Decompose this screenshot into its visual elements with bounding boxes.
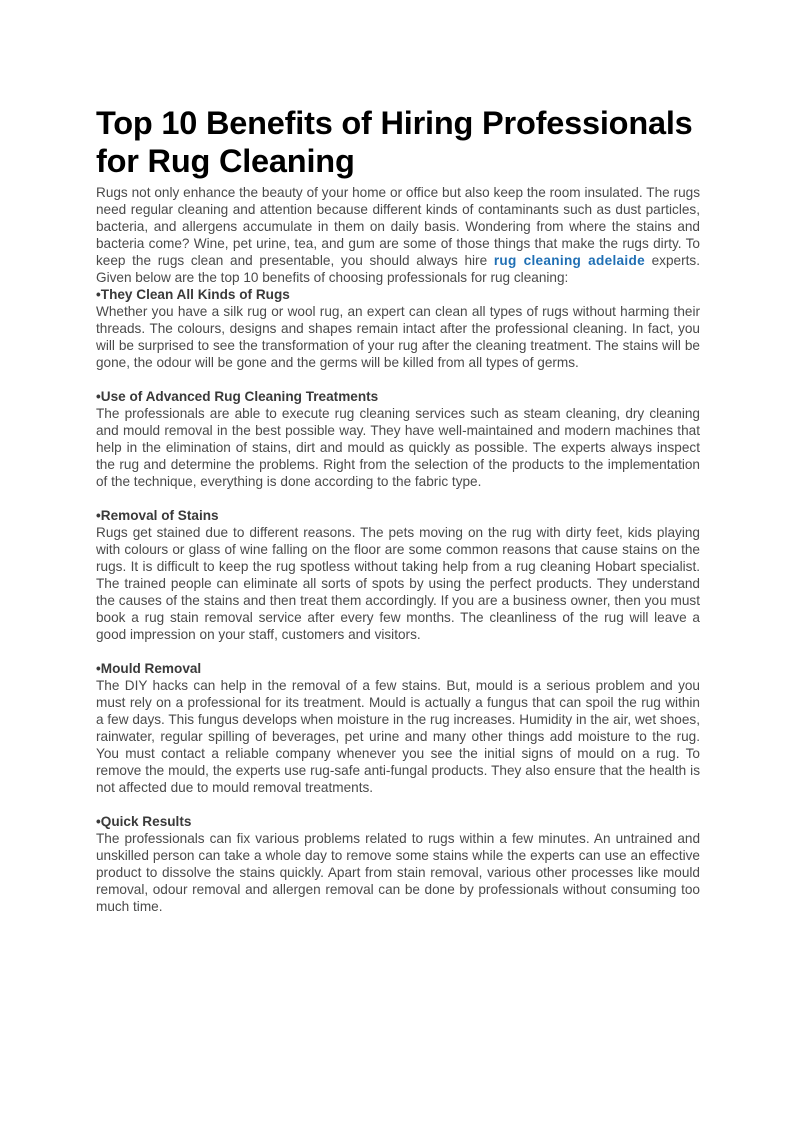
intro-text-after-link: experts. Given below are the top 10 benefits of choosing professionals for rug cleaning: [96,253,700,285]
section-title-clean-all-rugs: •They Clean All Kinds of Rugs [96,287,290,302]
section-title-removal-of-stains: •Removal of Stains [96,508,219,523]
section-body-removal-of-stains: Rugs get stained due to different reasons. The pets moving on the rug with dirty feet, kids playing with colours or glass of wine falling on the floor are some common reasons that cause stains on the rugs. It is difficult to keep the rug spotless without taking help from a rug cleaning Hobart specialist. The trained people can eliminate all sorts of spots by using the perfect products. They understand the causes of the stains and then treat them accordingly. If you are a business owner, then you must book a rug stain removal service after every few months. The cleanliness of the rug will leave a good impression on your staff, customers and visitors. [96,525,700,642]
section-title-mould-removal: •Mould Removal [96,661,202,676]
section-title-advanced-treatments: •Use of Advanced Rug Cleaning Treatments [96,389,379,404]
paragraph-spacer [96,643,700,660]
paragraph-spacer [96,796,700,813]
rug-cleaning-adelaide-link[interactable]: rug cleaning adelaide [493,253,645,268]
section-body-advanced-treatments: The professionals are able to execute rug cleaning services such as steam cleaning, dry cleaning and mould removal in the best possible way. They have well-maintained and modern machines that help in the elimination of stains, dirt and mould as quickly as possible. The experts always inspect the rug and determine the problems. Right from the selection of the products to the implementation of the technique, everything is done according to the fabric type. [96,406,700,489]
section-body-mould-removal: The DIY hacks can help in the removal of a few stains. But, mould is a serious problem and you must rely on a professional for its treatment. Mould is actually a fungus that can spoil the rug within a few days. This fungus develops when moisture in the rug increases. Humidity in the air, wet shoes, rainwater, regular spilling of beverages, pet urine and many other things add moisture to the rug. You must contact a reliable company whenever you see the initial signs of mould on a rug. To remove the mould, the experts use rug-safe anti-fungal products. They also ensure that the health is not affected due to mould removal treatments. [96,678,700,795]
document-page [96,104,700,915]
paragraph-spacer [96,490,700,507]
intro-paragraph [96,184,700,286]
section-body-clean-all-rugs: Whether you have a silk rug or wool rug, an expert can clean all types of rugs without harming their threads. The colours, designs and shapes remain intact after the professional cleaning. In fact, you will be surprised to see the transformation of your rug after the cleaning treatment. The stains will be gone, the odour will be gone and the germs will be killed from all types of germs. [96,304,700,370]
paragraph-spacer [96,371,700,388]
section-body-quick-results: The professionals can fix various problems related to rugs within a few minutes. An untrained and unskilled person can take a whole day to remove some stains while the experts can use an effective product to dissolve the stains quickly. Apart from stain removal, various other processes like mould removal, odour removal and allergen removal can be done by professionals without consuming too much time. [96,831,700,914]
page-title: Top 10 Benefits of Hiring Professionals for Rug Cleaning [96,105,693,179]
section-title-quick-results: •Quick Results [96,814,192,829]
intro-text-before-link: Rugs not only enhance the beauty of your home or office but also keep the room insulated. The rugs need regular cleaning and attention because different kinds of contaminants such as dust particles, bacteria, and allergens accumulate in them on daily basis. Wondering from where the stains and bacteria come? Wine, pet urine, tea, and gum are some of those things that make the rugs dirty. To keep the rugs clean and presentable, you should always hire [96,185,700,268]
